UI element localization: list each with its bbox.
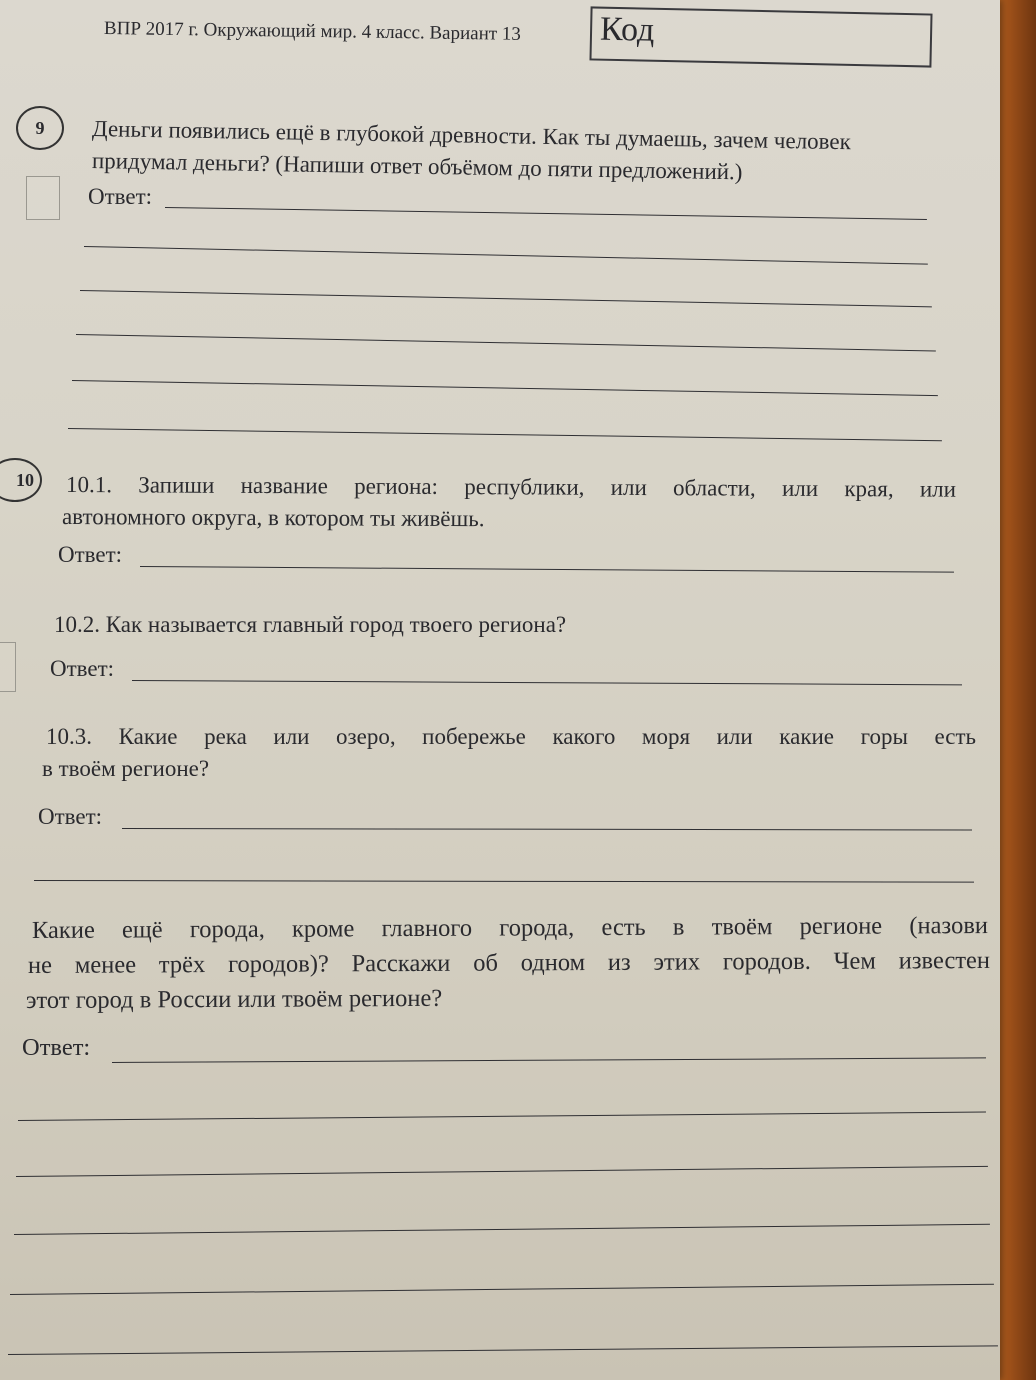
task-10-4-question-line-1: Какие ещё города, кроме главного города, есть в твоём регионе (назови xyxy=(31,911,989,944)
task-10-4-answer-label: Ответ: xyxy=(22,1034,91,1061)
task-10-4-answer-line-4[interactable] xyxy=(14,1224,990,1235)
task-10-4-answer-line-1[interactable] xyxy=(112,1057,986,1063)
task-10-1-answer-label: Ответ: xyxy=(58,542,123,567)
task-10-number: 10 xyxy=(0,458,42,502)
code-field[interactable] xyxy=(589,6,932,67)
task-9-question-line-1: Деньги появились ещё в глубокой древности. Как ты думаешь, зачем человек xyxy=(91,116,852,155)
task-10-1-answer-line[interactable] xyxy=(140,566,954,573)
task-9-answer-line-5[interactable] xyxy=(72,380,938,396)
task-10-3-question-line-2: в твоём регионе? xyxy=(42,756,210,781)
task-10-1-question-line-2: автономного округа, в котором ты живёшь. xyxy=(61,504,485,532)
task-10-4-question-line-3: этот город в России или твоём регионе? xyxy=(25,984,443,1014)
task-10-4-answer-line-5[interactable] xyxy=(10,1284,994,1295)
task-9-answer-line-4[interactable] xyxy=(76,334,936,352)
task-10-4-question-line-2: не менее трёх городов)? Расскажи об одном из этих городов. Чем известен xyxy=(27,946,991,979)
task-10-score-box xyxy=(0,642,16,692)
task-10-4-answer-line-2[interactable] xyxy=(18,1112,986,1121)
task-9-score-box xyxy=(26,176,60,220)
task-10-3-question-line-1: 10.3. Какие река или озеро, побережье какого моря или какие горы есть xyxy=(46,724,976,749)
task-9-answer-line-1[interactable] xyxy=(165,207,927,220)
task-10-1-question-line-1: 10.1. Запиши название региона: республики, или области, или края, или xyxy=(65,472,957,502)
task-10-4-answer-line-6[interactable] xyxy=(8,1345,998,1355)
task-10-3-answer-line-1[interactable] xyxy=(122,828,972,830)
task-10-4-answer-line-3[interactable] xyxy=(16,1166,988,1177)
task-10-2-answer-line[interactable] xyxy=(132,680,962,685)
task-9-answer-line-2[interactable] xyxy=(84,246,928,265)
task-10-2-question: 10.2. Как называется главный город твоего региона? xyxy=(54,612,567,637)
page-header: ВПР 2017 г. Окружающий мир. 4 класс. Вариант 13 xyxy=(103,18,522,45)
task-10-2-answer-label: Ответ: xyxy=(50,656,115,681)
task-9-number: 9 xyxy=(16,106,64,150)
task-9-answer-label: Ответ: xyxy=(88,184,153,209)
task-10-3-answer-line-2[interactable] xyxy=(34,880,974,883)
task-9-question-line-2: придумал деньги? (Напиши ответ объёмом до пяти предложений.) xyxy=(91,148,743,185)
task-9-answer-line-6[interactable] xyxy=(68,428,942,441)
code-label: Код xyxy=(599,10,655,49)
task-10-3-answer-label: Ответ: xyxy=(38,804,103,829)
task-9-answer-line-3[interactable] xyxy=(80,290,932,307)
